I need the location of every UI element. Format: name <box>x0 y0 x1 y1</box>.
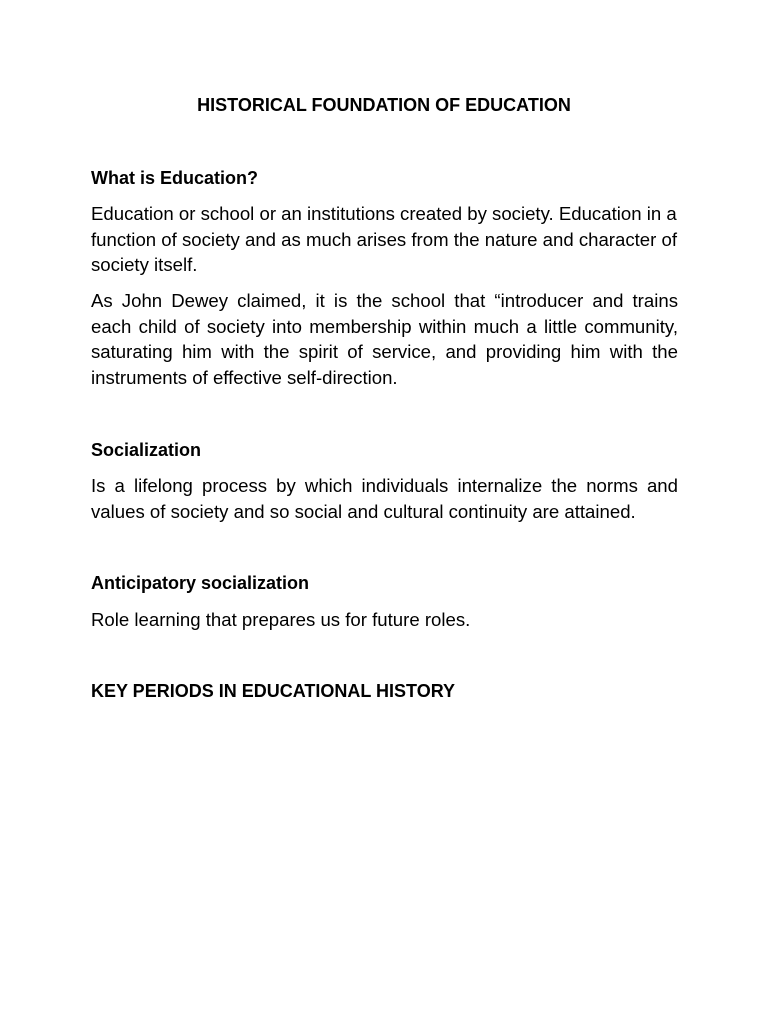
education-paragraph-1-block <box>91 201 678 278</box>
education-section <box>91 165 678 191</box>
education-paragraph-2: As John Dewey claimed, it is the school that “introducer and trains each child of society into membership within much a little community, saturating him with the spirit of service, and providing him with the instruments of effective self-direction. <box>91 290 678 388</box>
anticipatory-section <box>91 570 678 596</box>
socialization-paragraph: Is a lifelong process by which individuals internalize the norms and values of society and so social and cultural continuity are attained. <box>91 475 678 522</box>
socialization-paragraph-block <box>91 473 678 524</box>
education-heading: What is Education? <box>91 168 259 188</box>
anticipatory-paragraph: Role learning that prepares us for future roles. <box>91 609 471 630</box>
socialization-section <box>91 437 678 463</box>
socialization-heading: Socialization <box>91 440 202 460</box>
key-periods-heading: KEY PERIODS IN EDUCATIONAL HISTORY <box>91 681 456 701</box>
anticipatory-paragraph-block <box>91 607 678 633</box>
key-periods-section <box>91 678 678 704</box>
anticipatory-heading: Anticipatory socialization <box>91 573 310 593</box>
education-paragraph-1: Education or school or an institutions created by society. Education in a function of society and as much arises from the nature and character of society itself. <box>91 203 678 276</box>
document-title: HISTORICAL FOUNDATION OF EDUCATION <box>197 95 571 115</box>
education-paragraph-2-block <box>91 288 678 390</box>
